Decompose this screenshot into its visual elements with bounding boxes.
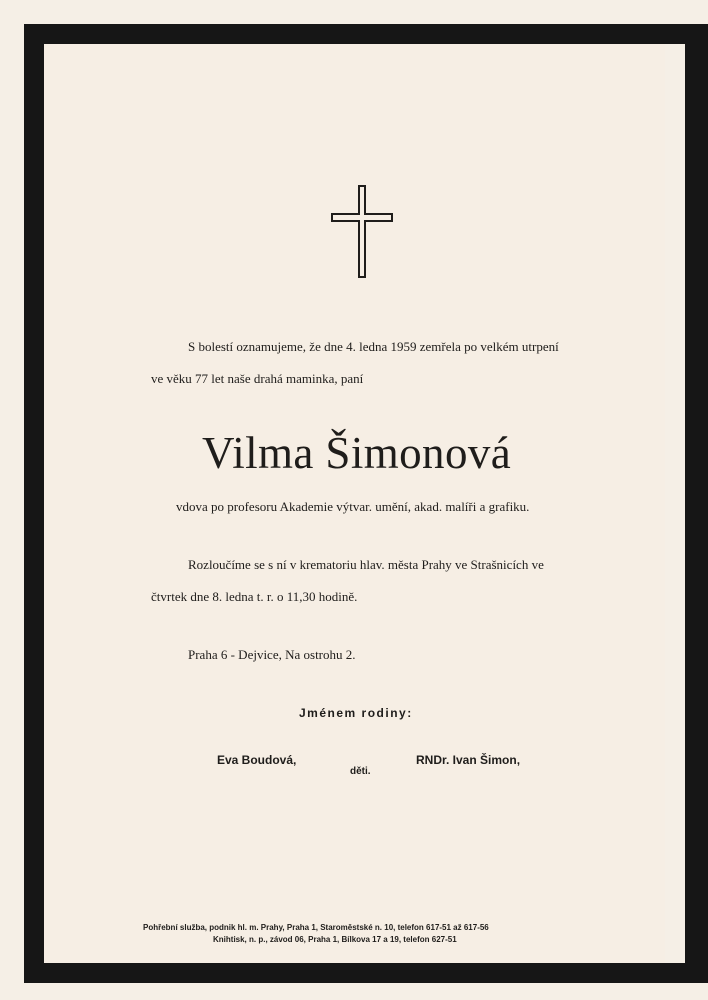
announcement-line-1: S bolestí oznamujeme, že dne 4. ledna 1959 zemřela po velkém utrpení: [188, 339, 559, 354]
farewell-line-1: Rozloučíme se s ní v krematoriu hlav. města Prahy ve Strašnicích ve: [188, 557, 544, 572]
farewell-line-2: čtvrtek dne 8. ledna t. r. o 11,30 hodině.: [151, 589, 358, 604]
family-address: Praha 6 - Dejvice, Na ostrohu 2.: [188, 647, 356, 662]
deceased-name: Vilma Šimonová: [202, 428, 512, 478]
announcement-line-2: ve věku 77 let naše drahá maminka, paní: [151, 371, 364, 386]
family-label: Jménem rodiny:: [299, 706, 413, 720]
child-name-2: RNDr. Ivan Šimon,: [416, 753, 521, 767]
child-name-1: Eva Boudová,: [217, 753, 297, 767]
children-label: děti.: [350, 766, 371, 777]
imprint-line-2: Knihtisk, n. p., závod 06, Praha 1, Bílkova 17 a 19, telefon 627-51: [213, 935, 457, 944]
deceased-description: vdova po profesoru Akademie výtvar. umění, akad. malíři a grafiku.: [176, 499, 530, 514]
imprint-line-1: Pohřební služba, podnik hl. m. Prahy, Praha 1, Staroměstské n. 10, telefon 617-51 až 617-56: [143, 923, 489, 932]
cross-icon: [331, 185, 393, 278]
